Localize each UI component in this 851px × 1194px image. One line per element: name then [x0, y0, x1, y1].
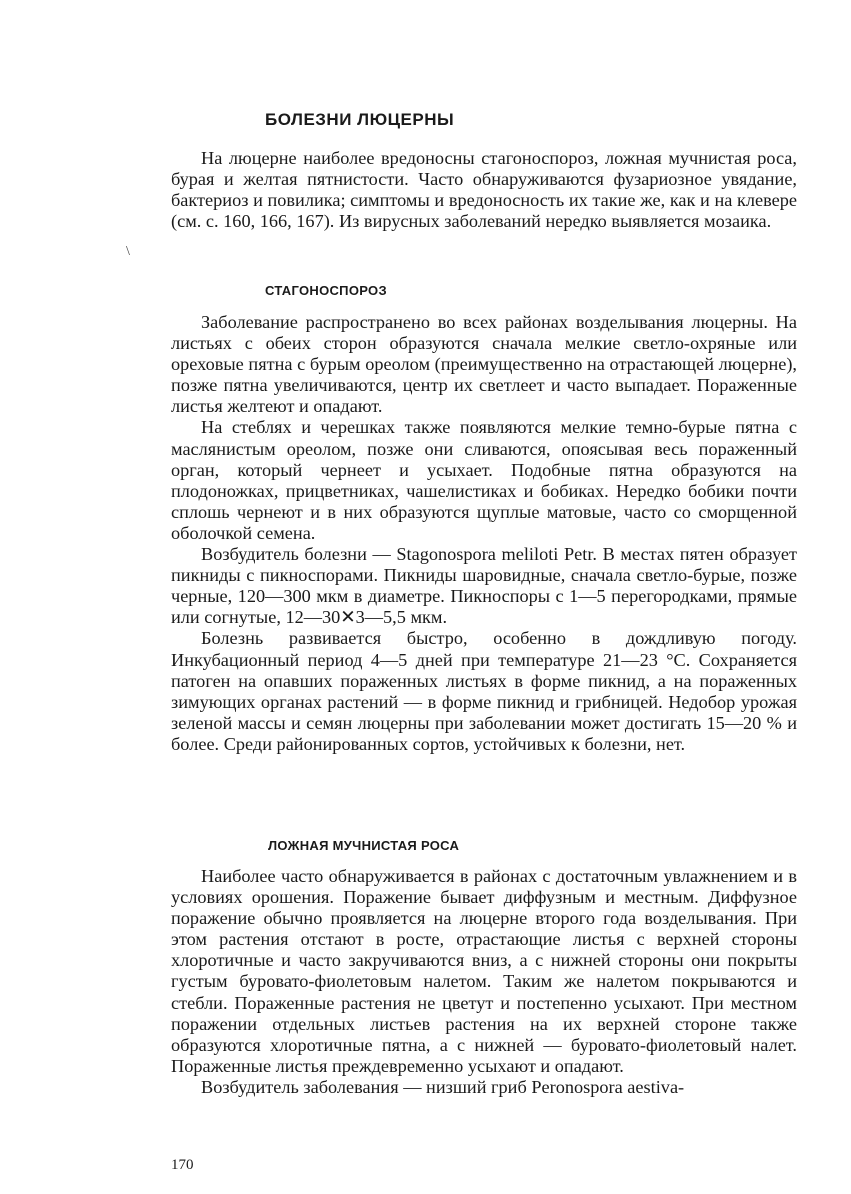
paragraph: Возбудитель заболевания — низший гриб Peronospora aestiva- [201, 1076, 685, 1097]
paragraph: На люцерне наиболее вредоносны стагоноспороз, ложная мучнистая роса, бурая и желтая пятнистости. Часто обнаруживаются фузариозное увядание, бактериоз и повилика; симптомы и вредоносность их такие же, как и на клевере (см. с. 160, 166, 167). Из вирусных заболеваний нередко выявляется мозаика. [171, 148, 797, 232]
section-body [171, 866, 797, 1098]
margin-mark: \ [126, 244, 130, 259]
paragraph: На стеблях и черешках также появляются мелкие темно-бурые пятна с маслянистым ореолом, позже они сливаются, опоясывая весь пораженный орган, который чернеет и усыхает. Подобные пятна образуются на плодоножках, прицветниках, чашелистиках и бобиках. Нередко бобики почти сплошь чернеют и в них образуются щуплые матовые, часто со сморщенной оболочкой семена. [171, 417, 797, 543]
section-heading: СТАГОНОСПОРОЗ [265, 283, 387, 298]
paragraph: Возбудитель болезни — Stagonospora meliloti Petr. В местах пятен образует пикниды с пикноспорами. Пикниды шаровидные, сначала светло-бурые, позже черные, 120—300 мкм в диаметре. Пикноспоры с 1—5 перегородками, прямые или согнутые, 12—30✕3—5,5 мкм. [171, 544, 797, 628]
paragraph: Наиболее часто обнаруживается в районах с достаточным увлажнением и в условиях орошения. Поражение бывает диффузным и местным. Диффузное поражение обычно проявляется на люцерне второго года возделывания. При этом растения отстают в росте, отрастающие листья с верхней стороны хлоротичные и часто закручиваются вниз, а с нижней стороны они покрыты густым буровато-фиолетовым налетом. Таким же налетом покрываются и стебли. Пораженные растения не цветут и постепенно усыхают. При местном поражении отдельных листьев растения на их верхней стороне также образуются хлоротичные пятна, а с нижней — буровато-фиолетовый налет. Пораженные листья преждевременно усыхают и опадают. [171, 866, 797, 1076]
paragraph: Заболевание распространено во всех районах возделывания люцерны. На листьях с обеих сторон образуются сначала мелкие светло-охряные или ореховые пятна с бурым ореолом (преимущественно на отрастающей люцерне), позже пятна увеличиваются, центр их светлеет и часто выпадает. Пораженные листья желтеют и опадают. [171, 312, 797, 417]
section-body [171, 312, 797, 755]
section-heading: ЛОЖНАЯ МУЧНИСТАЯ РОСА [268, 838, 460, 853]
paragraph: Болезнь развивается быстро, особенно в дождливую погоду. Инкубационный период 4—5 дней при температуре 21—23 °С. Сохраняется патоген на опавших пораженных листьях в форме пикнид, а на пораженных зимующих органах растений — в форме пикнид и грибницей. Недобор урожая зеленой массы и семян люцерны при заболевании может достигать 15—20 % и более. Среди районированных сортов, устойчивых к болезни, нет. [171, 628, 797, 754]
page-title: БОЛЕЗНИ ЛЮЦЕРНЫ [265, 110, 455, 129]
page-number: 170 [171, 1157, 194, 1173]
intro-block [171, 148, 797, 232]
